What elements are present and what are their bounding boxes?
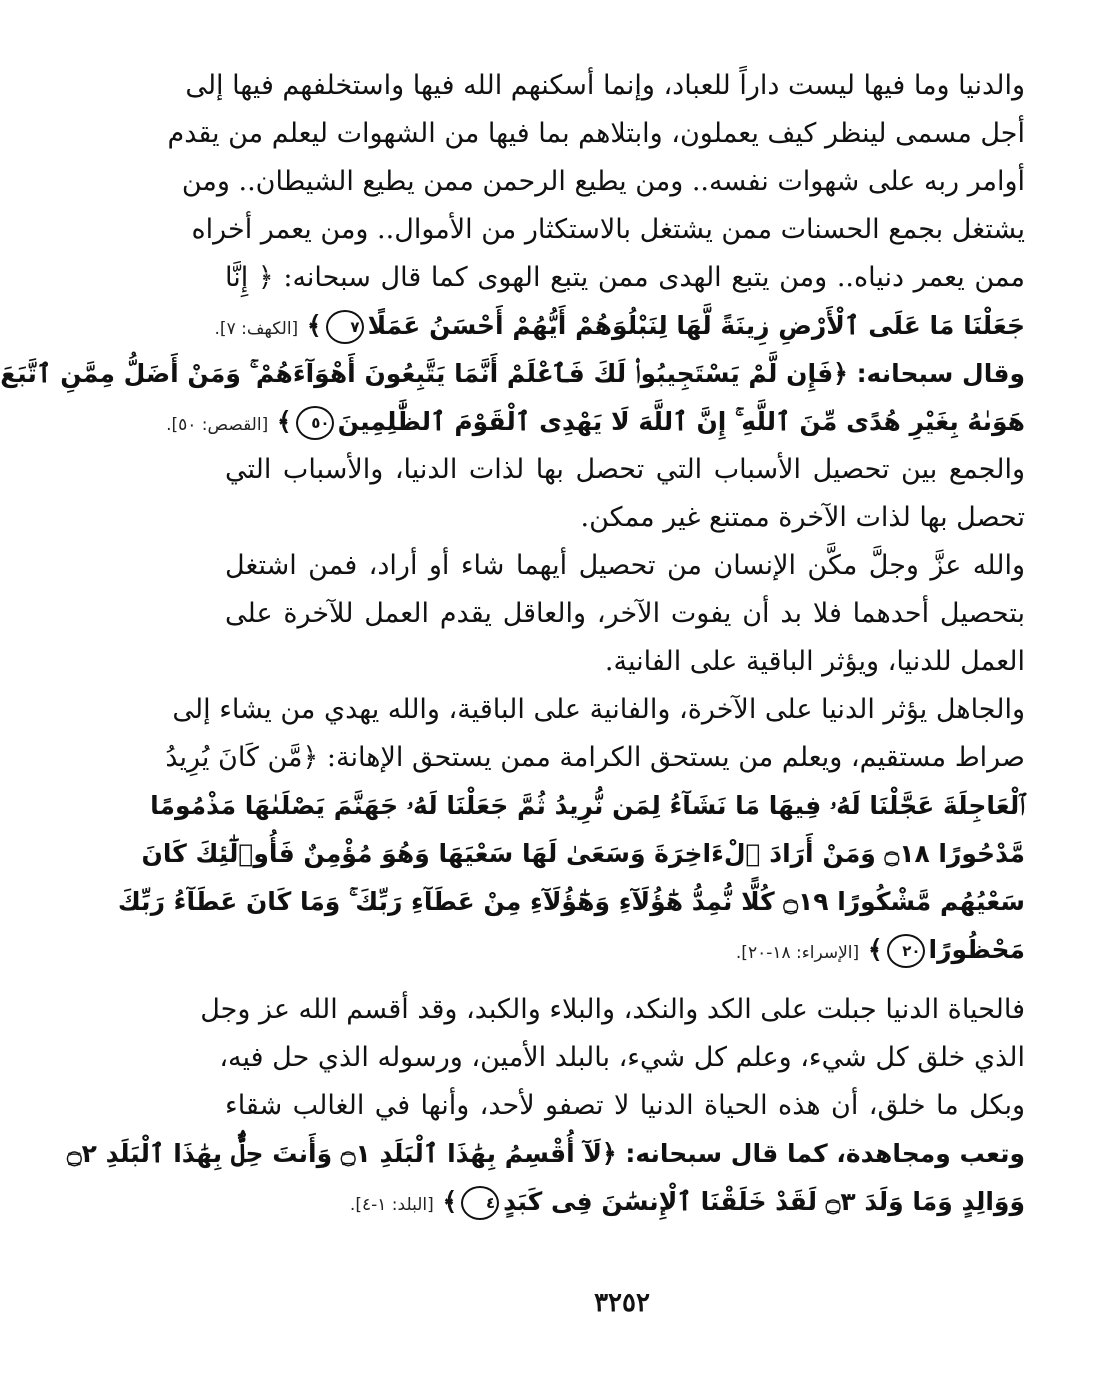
quran-line: جَعَلْنَا مَا عَلَى ٱلْأَرْضِ زِينَةً لَّهَا لِنَبْلُوَهُمْ أَيُّهُمْ أَحْسَنُ عَمَلًا٧﴾ [الكهف: ٧]. [225,302,1025,350]
text-line: العمل للدنيا، ويؤثر الباقية على الفانية. [604,646,1025,677]
paragraph-gap [225,974,1025,986]
verse-text: جَعَلْنَا مَا عَلَى ٱلْأَرْضِ زِينَةً لَّهَا لِنَبْلُوَهُمْ أَيُّهُمْ أَحْسَنُ عَمَلًا [367,311,1025,340]
text-line: وبكل ما خلق، أن هذه الحياة الدنيا لا تصفو لأحد، وأنها في الغالب شقاء [225,1090,1025,1121]
text-line: تحصل بها لذات الآخرة ممتنع غير ممكن. [580,502,1025,533]
text-line: بتحصيل أحدهما فلا بد أن يفوت الآخر، والعاقل يقدم العمل للآخرة على [225,598,1025,629]
text-line: والجاهل يؤثر الدنيا على الآخرة، والفانية على الباقية، والله يهدي من يشاء إلى [172,694,1025,725]
quran-line: مَّدْحُورًا ۝١٨ وَمَنْ أَرَادَ ٱلْءَاخِرَةَ وَسَعَىٰ لَهَا سَعْيَهَا وَهُوَ مُؤْمِنٌ فَأُو۟لَٰٓئِكَ كَانَ [141,839,1025,868]
quran-line: سَعْيُهُم مَّشْكُورًا ۝١٩ كُلًّا نُّمِدُّ هَٰٓؤُلَآءِ وَهَٰٓؤُلَآءِ مِنْ عَطَآءِ رَبِّكَ ۚ وَمَا كَانَ عَطَآءُ رَبِّكَ [117,887,1025,916]
quran-line: وتعب ومجاهدة، كما قال سبحانه: ﴿لَآ أُقْسِمُ بِهَٰذَا ٱلْبَلَدِ ۝١ وَأَنتَ حِلٌّۢ بِهَٰذَا ٱلْبَلَدِ ۝٢ [67,1139,1025,1168]
text-line: ممن يعمر دنياه.. ومن يتبع الهدى ممن يتبع الهوى كما قال سبحانه: ﴿ إِنَّا [225,262,1025,293]
verse-text: وَوَالِدٍ وَمَا وَلَدَ ۝٣ لَقَدْ خَلَقْنَا ٱلْإِنسَٰنَ فِى كَبَدٍ [503,1187,1025,1216]
ayah-number-marker: ٧ [326,310,364,344]
text-line: والجمع بين تحصيل الأسباب التي تحصل بها لذات الدنيا، والأسباب التي [225,454,1025,485]
text-line: صراط مستقيم، ويعلم من يستحق الكرامة ممن يستحق الإهانة: ﴿مَّن كَانَ يُرِيدُ [165,742,1025,773]
text-line: والله عزَّ وجلَّ مكَّن الإنسان من تحصيل أيهما شاء أو أراد، فمن اشتغل [225,550,1025,581]
verse-text: هَوَىٰهُ بِغَيْرِ هُدًى مِّنَ ٱللَّهِ ۚ إِنَّ ٱللَّهَ لَا يَهْدِى ٱلْقَوْمَ ٱلظَّٰلِمِينَ [337,407,1025,436]
page-number: ٣٢٥٢ [594,1288,650,1318]
verse-reference: [الإسراء: ١٨-٢٠]. [735,943,860,963]
verse-text: مَحْظُورًا [928,935,1025,964]
quran-line: ٱلْعَاجِلَةَ عَجَّلْنَا لَهُۥ فِيهَا مَا نَشَآءُ لِمَن نُّرِيدُ ثُمَّ جَعَلْنَا لَهُۥ جَهَنَّمَ يَصْلَىٰهَا مَذْمُومًا [150,791,1025,820]
ayah-number-marker: ٢٠ [887,934,925,968]
verse-reference: [القصص: ٥٠]. [166,415,269,435]
ayah-number-marker: ٤ [461,1186,499,1220]
ayah-number-marker: ٥٠ [296,406,334,440]
text-line: الذي خلق كل شيء، وعلم كل شيء، بالبلد الأمين، ورسوله الذي حل فيه، [219,1042,1025,1073]
text-line: أجل مسمى لينظر كيف يعملون، وابتلاهم بما فيها من الشهوات ليعلم من يقدم [167,118,1025,149]
quran-line: مَحْظُورًا٢٠﴾ [الإسراء: ١٨-٢٠]. [225,926,1025,974]
text-line: والدنيا وما فيها ليست داراً للعباد، وإنما أسكنهم الله فيها واستخلفهم فيها إلى [185,70,1025,101]
quran-line: هَوَىٰهُ بِغَيْرِ هُدًى مِّنَ ٱللَّهِ ۚ إِنَّ ٱللَّهَ لَا يَهْدِى ٱلْقَوْمَ ٱلظَّٰلِمِينَ٥٠﴾ [القصص: ٥٠]. [225,398,1025,446]
quran-line: وَوَالِدٍ وَمَا وَلَدَ ۝٣ لَقَدْ خَلَقْنَا ٱلْإِنسَٰنَ فِى كَبَدٍ٤﴾ [البلد: ١-٤]. [225,1178,1025,1226]
verse-reference: [البلد: ١-٤]. [349,1195,434,1215]
text-line: يشتغل بجمع الحسنات ممن يشتغل بالاستكثار من الأموال.. ومن يعمر أخراه [191,214,1025,245]
text-line: أوامر ربه على شهوات نفسه.. ومن يطيع الرحمن ممن يطيع الشيطان.. ومن [181,166,1025,197]
quran-line: وقال سبحانه: ﴿فَإِن لَّمْ يَسْتَجِيبُوا۟ لَكَ فَٱعْلَمْ أَنَّمَا يَتَّبِعُونَ أَهْوَآءَهُمْ ۚ وَمَنْ أَضَلُّ مِمَّنِ ٱتَّبَعَ [0,359,1025,388]
text-line: فالحياة الدنيا جبلت على الكد والنكد، والبلاء والكبد، وقد أقسم الله عز وجل [200,994,1025,1025]
verse-reference: [الكهف: ٧]. [214,319,299,339]
page-body [0,62,1025,1226]
